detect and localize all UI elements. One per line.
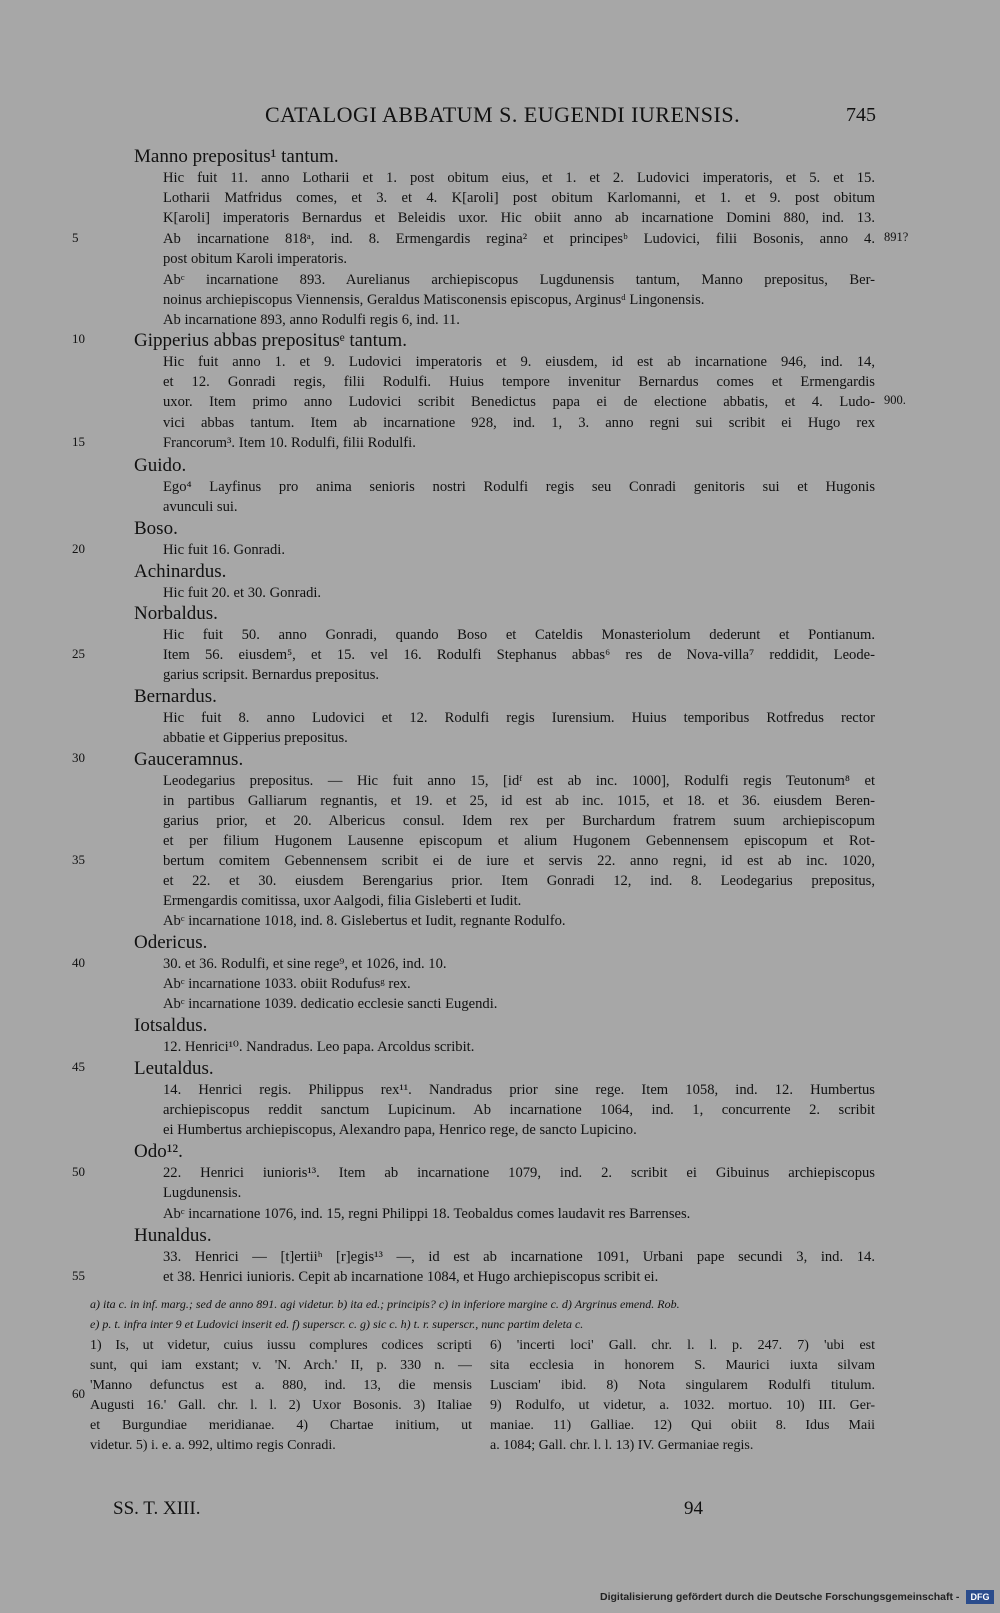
text-line: Hic fuit 20. et 30. Gonradi.: [163, 585, 322, 601]
text-line: Ermengardis comitissa, uxor Aalgodi, filia Gisleberti et Iudit.: [163, 893, 522, 909]
abbot-heading: Hunaldus.: [134, 1225, 212, 1246]
abbot-heading: Achinardus.: [134, 561, 227, 582]
text-line: bertum comitem Gebennensem scribit ei de iure et servis 22. anno regni, id est ab inc. 1020,: [163, 853, 875, 869]
text-line: Abᶜ incarnatione 1076, ind. 15, regni Philippi 18. Teobaldus comes laudavit res Barrenses.: [163, 1206, 691, 1222]
text-line: Lugdunensis.: [163, 1185, 242, 1201]
text-line: Francorum³. Item 10. Rodulfi, filii Rodulfi.: [163, 435, 416, 451]
text-line: archiepiscopus reddit sanctum Lupicinum. Ab incarnatione 1064, ind. 1, concurrente 2. scribit: [163, 1102, 875, 1118]
dfg-logo: DFG: [966, 1590, 994, 1604]
footnote-line: 9) Rodulfo, ut videtur, a. 1032. mortuo. 10) III. Ger-: [490, 1398, 875, 1413]
abbot-heading: Odericus.: [134, 932, 208, 953]
text-line: vici abbas tantum. Item ab incarnatione 928, ind. 1, 3. anno regni sui scribit ei Hugo rex: [163, 415, 875, 431]
footnote-line: 6) 'incerti loci' Gall. chr. l. l. p. 247. 7) 'ubi est: [490, 1338, 875, 1353]
abbot-heading: Gauceramnus.: [134, 749, 244, 770]
text-line: 30. et 36. Rodulfi, et sine rege⁹, et 1026, ind. 10.: [163, 956, 447, 972]
abbot-heading: Norbaldus.: [134, 603, 218, 624]
footnote-line: et Burgundiae meridianae. 4) Chartae initium, ut: [90, 1418, 472, 1433]
text-line: et 38. Henrici iunioris. Cepit ab incarnatione 1084, et Hugo archiepiscopus scribit ei.: [163, 1269, 659, 1285]
footnote-line: sita ecclesia in honorem S. Maurici iuxta silvam: [490, 1358, 875, 1373]
abbot-heading: Odo¹².: [134, 1141, 183, 1162]
text-line: 33. Henrici — [t]ertiiʰ [r]egis¹³ —, id est ab incarnatione 1091, Urbani pape secundi 3, ind. 14.: [163, 1249, 875, 1265]
text-line: Ab incarnatione 818ᵃ, ind. 8. Ermengardis regina² et principesᵇ Ludovici, filii Bosonis, anno 4.: [163, 231, 875, 247]
footnote-line: a. 1084; Gall. chr. l. l. 13) IV. Germaniae regis.: [490, 1438, 754, 1453]
text-line: 22. Henrici iunioris¹³. Item ab incarnatione 1079, ind. 2. scribit ei Gibuinus archiepiscopus: [163, 1165, 875, 1181]
text-line: Abᶜ incarnatione 893. Aurelianus archiepiscopus Lugdunensis tantum, Manno prepositus, Ber-: [163, 272, 875, 288]
line-number: 35: [72, 852, 85, 867]
line-number: 50: [72, 1164, 85, 1179]
abbot-heading: Manno prepositus¹ tantum.: [134, 146, 339, 167]
margin-year: 900.: [884, 393, 906, 407]
footnote-line: 'Manno defunctus est a. 880, ind. 13, die mensis: [90, 1378, 472, 1393]
text-line: ei Humbertus archiepiscopus, Alexandro papa, Henrico rege, de sancto Lupicino.: [163, 1122, 637, 1138]
text-line: Abᶜ incarnatione 1018, ind. 8. Gislebertus et Iudit, regnante Rodulfo.: [163, 913, 566, 929]
line-number: 55: [72, 1268, 85, 1283]
digitization-credit: Digitalisierung gefördert durch die Deutsche Forschungsgemeinschaft -: [600, 1591, 960, 1603]
abbot-heading: Gipperius abbas prepositusᵉ tantum.: [134, 330, 407, 351]
text-line: Hic fuit 16. Gonradi.: [163, 542, 285, 558]
text-line: garius prior, et 20. Albericus consul. Idem rex per Burchardum fratrem suum archiepiscopum: [163, 813, 875, 829]
line-number: 25: [72, 646, 85, 661]
text-line: Hic fuit 50. anno Gonradi, quando Boso et Cateldis Monasteriolum dederunt et Pontianum.: [163, 627, 875, 643]
line-number: 10: [72, 331, 85, 346]
text-line: 12. Henrici¹⁰. Nandradus. Leo papa. Arcoldus scribit.: [163, 1039, 475, 1055]
text-line: 14. Henrici regis. Philippus rex¹¹. Nandradus prior sine rege. Item 1058, ind. 12. Humbertus: [163, 1082, 875, 1098]
abbot-heading: Leutaldus.: [134, 1058, 214, 1079]
text-line: Abᶜ incarnatione 1033. obiit Rodufusᵍ rex.: [163, 976, 411, 992]
page-number: 745: [846, 104, 876, 126]
footnote-line: Lusciam' ibid. 8) Nota singularem Rodulfi titulum.: [490, 1378, 875, 1393]
text-line: noinus archiepiscopus Viennensis, Geraldus Matisconensis episcopus, Arginusᵈ Lingonensis.: [163, 292, 705, 308]
text-line: Item 56. eiusdem⁵, et 15. vel 16. Rodulfi Stephanus abbas⁶ res de Nova-villa⁷ reddidit, Leode-: [163, 647, 875, 663]
text-line: Ego⁴ Layfinus pro anima senioris nostri Rodulfi regis seu Conradi genitoris sui et Hugonis: [163, 479, 875, 495]
text-line: avunculi sui.: [163, 499, 238, 515]
text-line: in partibus Galliarum regnantis, et 19. et 25, id est ab inc. 1015, et 18. et 36. eiusdem Beren-: [163, 793, 875, 809]
textual-note-line: e) p. t. infra inter 9 et Ludovici inserit ed. f) superscr. c. g) sic c. h) t. r. superscr., nunc partim deleta c.: [90, 1317, 584, 1331]
text-line: post obitum Karoli imperatoris.: [163, 251, 348, 267]
signature-mark: SS. T. XIII.: [113, 1498, 201, 1519]
footnote-line: Augusti 16.' Gall. chr. l. l. 2) Uxor Bosonis. 3) Italiae: [90, 1398, 472, 1413]
text-line: Hic fuit 8. anno Ludovici et 12. Rodulfi regis Iurensium. Huius temporibus Rotfredus rector: [163, 710, 875, 726]
textual-note-line: a) ita c. in inf. marg.; sed de anno 891. agi videtur. b) ita ed.; principis? c) in inferiore margine c. d) Argrinus emend. Rob.: [90, 1297, 680, 1311]
text-line: et 22. et 30. eiusdem Berengarius prior. Item Gonradi 12, ind. 8. Leodegarius prepositus,: [163, 873, 875, 889]
abbot-heading: Guido.: [134, 455, 187, 476]
abbot-heading: Boso.: [134, 518, 178, 539]
footnote-line: maniae. 11) Galliae. 12) Qui obiit 8. Idus Maii: [490, 1418, 875, 1433]
line-number: 20: [72, 541, 85, 556]
text-line: et 12. Gonradi regis, filii Rodulfi. Huius tempore invenitur Bernardus comes et Ermengardis: [163, 374, 875, 390]
footnote-line: videtur. 5) i. e. a. 992, ultimo regis Conradi.: [90, 1438, 336, 1453]
text-line: Hic fuit anno 1. et 9. Ludovici imperatoris et 9. eiusdem, id est ab incarnatione 946, ind. 14,: [163, 354, 875, 370]
text-line: uxor. Item primo anno Ludovici scribit Benedictus papa ei de electione abbatis, et 4. Ludo-: [163, 394, 875, 410]
line-number: 15: [72, 434, 85, 449]
line-number: 40: [72, 955, 85, 970]
text-line: Hic fuit 11. anno Lotharii et 1. post obitum eius, et 1. et 2. Ludovici imperatoris, et 5. et 15.: [163, 170, 875, 186]
text-line: Lotharii Matfridus comes, et 3. et 4. K[aroli] post obitum Karlomanni, et 1. et 9. post obitum: [163, 190, 875, 206]
running-title: CATALOGI ABBATUM S. EUGENDI IURENSIS.: [265, 102, 741, 127]
text-line: garius scripsit. Bernardus prepositus.: [163, 667, 380, 683]
text-line: Leodegarius prepositus. — Hic fuit anno 15, [idᶠ est ab inc. 1000], Rodulfi regis Teutonum⁸ et: [163, 773, 875, 789]
text-line: abbatie et Gipperius prepositus.: [163, 730, 348, 746]
line-number: 5: [72, 230, 79, 245]
line-number: 45: [72, 1059, 85, 1074]
abbot-heading: Iotsaldus.: [134, 1015, 208, 1036]
footnote-line: 1) Is, ut videtur, cuius iussu complures codices scripti: [90, 1338, 472, 1353]
line-number: 30: [72, 750, 85, 765]
text-line: et per filium Hugonem Lausenne episcopum et alium Hugonem Gebennensem episcopum et Rot-: [163, 833, 875, 849]
text-line: Ab incarnatione 893, anno Rodulfi regis 6, ind. 11.: [163, 312, 460, 328]
text-line: K[aroli] imperatoris Bernardus et Beleidis uxor. Hic obiit anno ab incarnatione Domini 880, ind. 13.: [163, 210, 875, 226]
margin-year: 891?: [884, 230, 909, 244]
footnote-line: sunt, qui iam exstant; v. 'N. Arch.' II, p. 330 n. —: [90, 1358, 472, 1373]
line-number: 60: [72, 1386, 85, 1401]
abbot-heading: Bernardus.: [134, 686, 217, 707]
text-line: Abᶜ incarnatione 1039. dedicatio ecclesie sancti Eugendi.: [163, 996, 498, 1012]
sheet-number: 94: [684, 1498, 703, 1519]
